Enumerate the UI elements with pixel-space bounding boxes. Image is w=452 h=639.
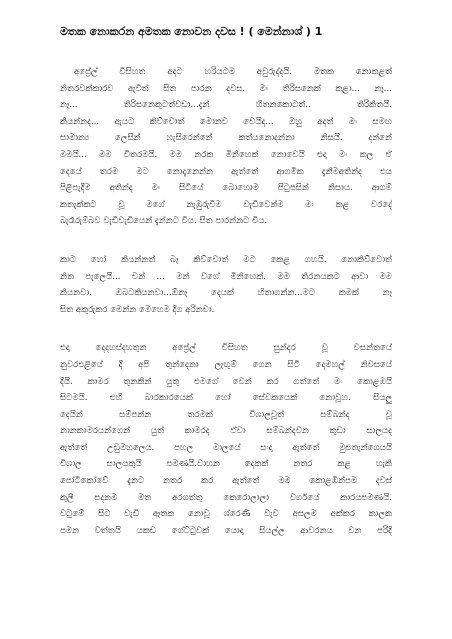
text-line: අප්‍රේල් විසිහත අදට හරියටම අවුරුද්දයි. මතක නොකළත් [74,67,392,77]
text-line: පෝටිකෝවේ දැනට නතර කර ඇත්තේ මම කොළඹින්පම දවස් [60,476,392,487]
text-line: දීයි. කාමර තුනකින් යුතු එමගේ වෙන් කර ගත්තේ මං කොළඹයි [60,376,392,387]
text-line: සිත අකුරුකර මෙන්න මෙහෙම දිග අරිනවා. [60,304,215,315]
text-line: කාට හෝ කියන්නත් බෑ කිව්වොත් මට කෙළ ගහයි. නොකිව්වොත් [60,254,392,265]
text-line: වටුමේ සිට වැඩි ඈතක නොවූ ශ්රෙණි වැව අසලම අක්කර කාලක [60,509,392,520]
text-line: නුවරඑළියේ දී අපි තුන්දෙනා ලැඟුම් ගෙන සිටි දෙමහල් නිවසයේ [60,359,392,370]
text-line: එදා දෙදහස්දහතුන අප්‍රේල් විසිහත සුන්දර වූ වසන්තයේ [60,343,392,354]
text-line: පිළිපැදීම අතින්ද මං සිටියේ බොහොම පිටුපසින් නිසාය. ආගම් [60,183,392,194]
paragraph-3 [60,340,392,539]
paragraph-1 [60,64,392,230]
text-line: කුලී පදනම මත අරගත්තු කෙරොලාලා වර්ගයේ කාරයපමණයි. [60,492,392,503]
text-line: දෙයින් සම්පන්න තරමක් විශාලවූත් සම්බන්ද වූ [60,409,392,420]
text-line: කියනවා. ඔබටකියනවා...ඕනෑ දෙයක් හිතාගන්න...මට කමක් නෑ [60,288,392,299]
text-line: ඇත්තේ උඩුමහලෙය. පහල මාලයේ සංදා ඇත්තේ මුළුතැන්ගෙයයි [60,442,392,453]
text-line: සිටමයි. එහි බාරකාරයෙක් හෝ සේවකයෙක් නොවූහ. සියලු [60,393,392,404]
text-line: කතැක්කට වූ මගේ නැඹුරුවීම වැඩිවෙන්ම මං කළ වරදේ [60,199,392,210]
text-line: නානකාමරයන්ගෙන් යුත් කාමරද ඒවා සම්බන්දවන කුඩා සාලයද [60,426,392,437]
text-line: සාමාන්‍ය ලෙසින් හැසිරෙන්නේ කත්යනොදන්නා නිසයි. දන්නේ [60,133,392,144]
text-line: කියන්නද... ඇයට කිව්වොත් මොනව වෙයිද... ඔහු අදත් මං සමඟ [60,116,392,127]
text-line: විශාල සාලයකුයි පමණයි.වාහන දෙකක් නතර කළ හැකි [60,459,392,470]
paragraph-2 [60,252,392,318]
text-line: දෙයේ තරම මට නොදැනෙන්න ඇත්තේ ආගමික දැනීමඅතින්ද එය [60,166,392,177]
text-line: මමයි... මම විතරමයි. මම නරක මිනිහෙක් නොවෙයි එදා මං කල ඒ [60,149,392,160]
text-line: නිතරවක්කාරව ඇවිත් සිත පාරන දවස. මං තිරිසනෙක් කළා... නෑ... [60,83,392,94]
document-title: මතක නොකරන අමතක නොවන දවස ! ( මෙන්නාශ් ) 1 [60,25,323,38]
text-line: නෑ... තිරිසනෙකුටත්වඩා...දැන් හිතනකොටත්.. තිරිකිතයි. [60,100,392,111]
text-line: පමන වත්තයි යකඩ ගේට්ටුවක් යොදා සියල්ල ආවරනය වන පරිදි [60,525,392,536]
text-line: බැරෑරුම්බව වැඩිවැඩියෙන් දැන්නට විය. සිත පාරන්නට විය. [60,216,268,227]
text-line: නිත පැලෙයි... චන් ... මන් වගේ මිනිහෙක්. මම තිරනයකට ආවා මම [60,271,392,282]
